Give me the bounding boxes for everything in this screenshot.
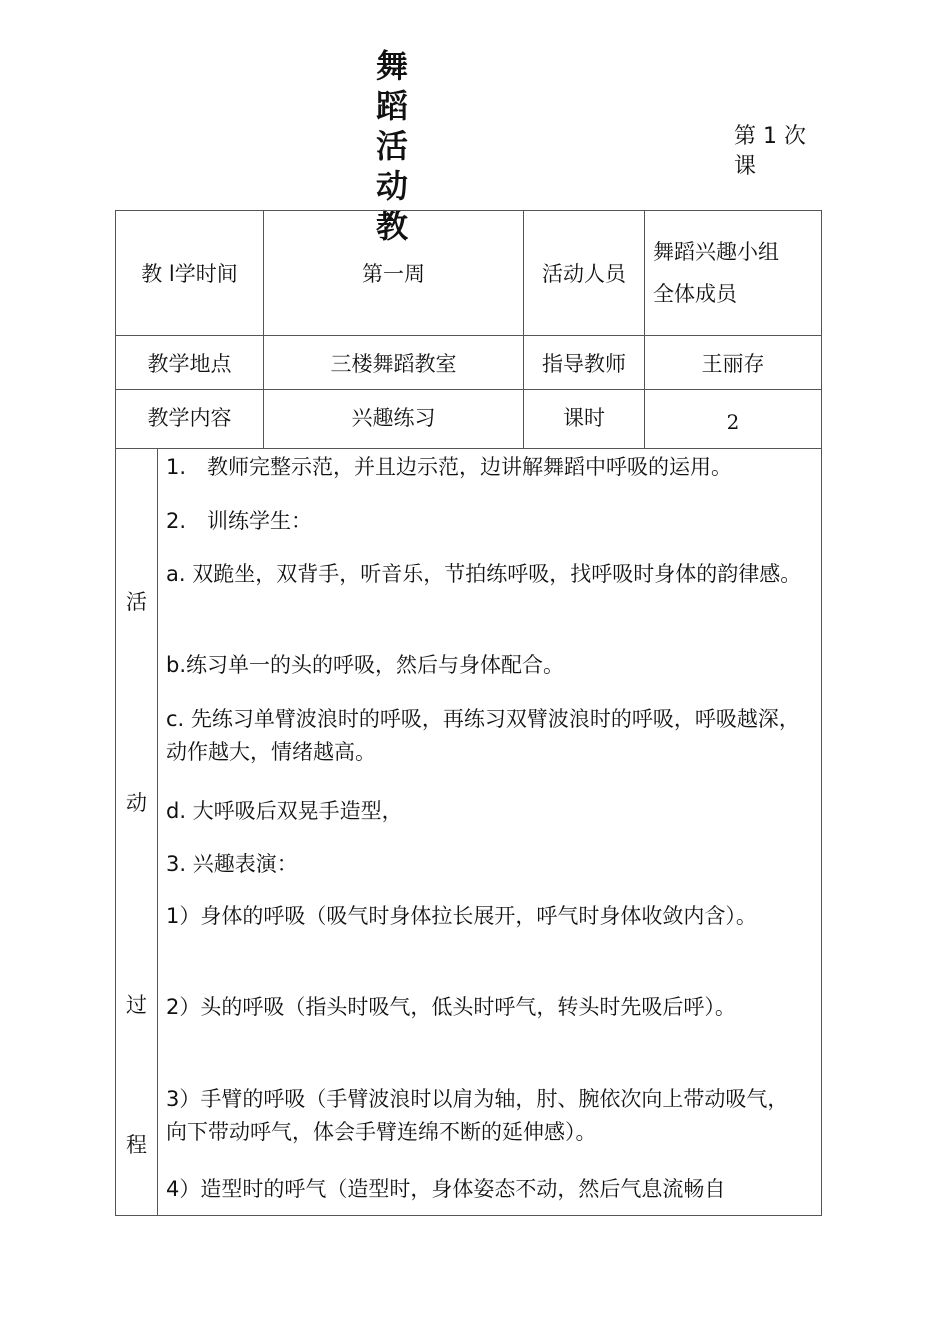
process-label-char: 过 — [126, 993, 147, 1017]
title-char: 动 — [375, 167, 408, 205]
teacher-label: 指导教师 — [542, 352, 627, 376]
location-value: 三楼舞蹈教室 — [330, 352, 457, 376]
time-value: 第一周 — [264, 211, 524, 336]
process-paragraph: 2）头的呼吸（指头时吸气，低头时呼气，转头时先吸后呼）。 — [166, 995, 736, 1019]
process-paragraph: d. 大呼吸后双晃手造型， — [166, 799, 403, 823]
process-paragraph: b.练习单一的头的呼吸，然后与身体配合。 — [166, 653, 565, 677]
process-paragraph: 4）造型时的呼气（造型时，身体姿态不动，然后气息流畅自 — [166, 1177, 726, 1201]
process-paragraph: 1）身体的呼吸（吸气时身体拉长展开，呼气时身体收敛内含）。 — [166, 904, 757, 928]
content-value: 兴趣练习 — [351, 406, 436, 430]
time-label: 教 l学时间 — [116, 211, 264, 336]
lesson-number: 第 1 次课 — [734, 124, 806, 179]
table-row — [116, 390, 822, 449]
title-char: 舞 — [375, 47, 408, 85]
hours-label-cell — [524, 390, 645, 449]
members-value — [645, 211, 822, 336]
members-label: 活动人员 — [524, 211, 645, 336]
teacher-label-cell — [524, 336, 645, 390]
teacher-value: 王丽存 — [701, 352, 765, 376]
table-row — [116, 449, 822, 1216]
members-value-line: 全体成员 — [653, 282, 738, 306]
process-paragraph: 2. 训练学生： — [166, 509, 313, 533]
teacher-value-cell — [645, 336, 822, 390]
process-paragraph: 1. 教师完整示范，并且边示范，边讲解舞蹈中呼吸的运用。 — [166, 455, 733, 479]
hours-label: 课时 — [563, 406, 606, 430]
members-value-line: 舞蹈兴趣小组 — [653, 240, 780, 264]
title-char: 蹈 — [375, 87, 408, 125]
process-content — [158, 449, 822, 1216]
content-value-cell — [264, 390, 524, 449]
process-paragraph: 3）手臂的呼吸（手臂波浪时以肩为轴，肘、腕依次向上带动吸气，向下带动呼气，体会手臂连绵不断的延伸感）。 — [166, 1087, 789, 1144]
location-label: 教学地点 — [147, 352, 232, 376]
process-label-char: 活 — [126, 590, 147, 614]
process-label-char: 动 — [126, 791, 147, 815]
lesson-plan-table — [115, 210, 822, 1216]
content-label: 教学内容 — [147, 406, 232, 430]
content-label-cell — [116, 390, 264, 449]
process-paragraph: c. 先练习单臂波浪时的呼吸，再练习双臂波浪时的呼吸，呼吸越深，动作越大，情绪越高。 — [166, 707, 800, 764]
table-row — [116, 211, 822, 336]
process-label — [116, 449, 158, 1216]
title-char: 教 — [375, 207, 408, 245]
title-char: 活 — [375, 127, 408, 165]
process-paragraph: a. 双跪坐，双背手，听音乐，节拍练呼吸，找呼吸时身体的韵律感。 — [166, 562, 802, 586]
process-paragraph: 3. 兴趣表演： — [166, 852, 298, 876]
process-label-char: 程 — [126, 1133, 147, 1157]
location-value-cell — [264, 336, 524, 390]
location-label-cell — [116, 336, 264, 390]
document-title — [372, 46, 412, 245]
table-row — [116, 336, 822, 390]
hours-value: 2 — [726, 410, 740, 434]
hours-value-cell — [645, 390, 822, 449]
